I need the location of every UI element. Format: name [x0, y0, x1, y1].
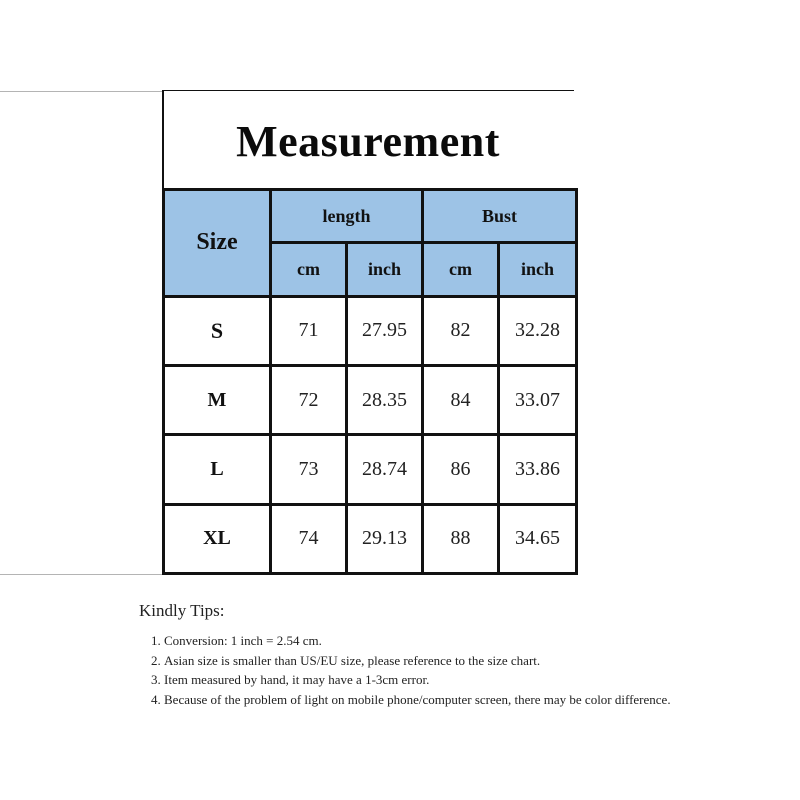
- bust-inch-header: inch: [499, 243, 577, 296]
- list-item: 4. Because of the problem of light on mobile phone/computer screen, there may be color difference.: [164, 690, 706, 710]
- bust-cm-cell: 82: [423, 296, 499, 365]
- bust-cm-header: cm: [423, 243, 499, 296]
- list-item: 1. Conversion: 1 inch = 2.54 cm.: [164, 631, 719, 651]
- table-header-row: [164, 190, 577, 243]
- size-header: Size: [164, 190, 271, 297]
- table-row: [164, 504, 577, 573]
- length-inch-cell: 28.35: [347, 365, 423, 434]
- length-cm-cell: 71: [271, 296, 347, 365]
- divider-line-bottom: [0, 574, 162, 575]
- length-cm-cell: 74: [271, 504, 347, 573]
- length-inch-cell: 28.74: [347, 435, 423, 504]
- length-cm-header: cm: [271, 243, 347, 296]
- size-label: M: [164, 365, 271, 434]
- size-label: S: [164, 296, 271, 365]
- title-area: [162, 0, 574, 190]
- tips-title: Kindly Tips:: [139, 601, 225, 620]
- bust-cm-cell: 88: [423, 504, 499, 573]
- length-cm-cell: 72: [271, 365, 347, 434]
- bust-inch-cell: 33.07: [499, 365, 577, 434]
- page-title: Measurement: [236, 117, 500, 166]
- length-inch-header: inch: [347, 243, 423, 296]
- size-label: XL: [164, 504, 271, 573]
- bust-inch-cell: 34.65: [499, 504, 577, 573]
- length-cm-cell: 73: [271, 435, 347, 504]
- tips-list: [139, 631, 719, 709]
- list-item: 2. Asian size is smaller than US/EU size, please reference to the size chart.: [164, 651, 719, 671]
- bust-inch-cell: 33.86: [499, 435, 577, 504]
- bust-cm-cell: 86: [423, 435, 499, 504]
- table-row: [164, 365, 577, 434]
- size-label: L: [164, 435, 271, 504]
- size-chart-table: [162, 188, 578, 575]
- bust-cm-cell: 84: [423, 365, 499, 434]
- kindly-tips: [139, 601, 719, 709]
- length-inch-cell: 29.13: [347, 504, 423, 573]
- divider-line-top: [0, 91, 162, 92]
- bust-inch-cell: 32.28: [499, 296, 577, 365]
- table-row: [164, 296, 577, 365]
- length-inch-cell: 27.95: [347, 296, 423, 365]
- length-header: length: [271, 190, 423, 243]
- list-item: 3. Item measured by hand, it may have a 1-3cm error.: [164, 670, 719, 690]
- table-row: [164, 435, 577, 504]
- bust-header: Bust: [423, 190, 577, 243]
